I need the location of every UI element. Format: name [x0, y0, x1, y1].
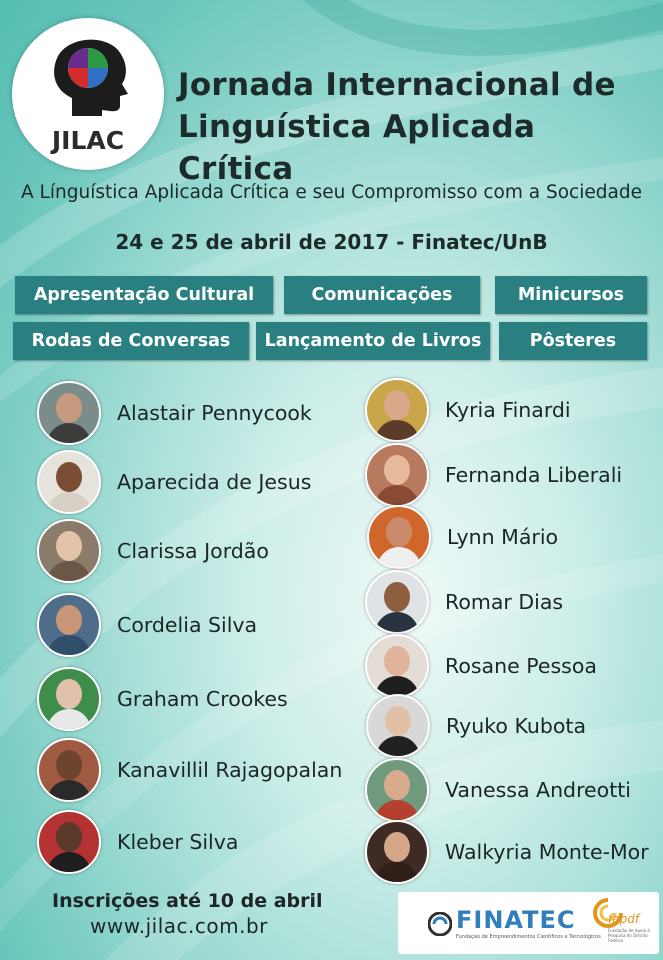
event-date: 24 e 25 de abril de 2017 - Finatec/UnB [115, 230, 548, 254]
speaker-fernanda-liberali [365, 443, 622, 507]
speaker-name: Walkyria Monte-Mor [445, 840, 649, 864]
title-line-2: Linguística Aplicada Crítica [178, 109, 536, 187]
speaker-name: Alastair Pennycook [117, 401, 312, 425]
speaker-clarissa-jordao [37, 519, 269, 583]
speaker-name: Graham Crookes [117, 687, 288, 711]
finatec-logo-icon [428, 912, 452, 936]
title-line-1: Jornada Internacional de [178, 67, 616, 103]
speaker-romar-dias [365, 570, 563, 634]
avatar [365, 758, 429, 822]
tag-comunicacoes: Comunicações [284, 276, 480, 314]
speaker-kyria-finardi [365, 378, 571, 442]
avatar [37, 738, 101, 802]
avatar [37, 450, 101, 514]
tag-posteres: Pôsteres [499, 322, 647, 360]
avatar [37, 667, 101, 731]
speaker-name: Kanavillil Rajagopalan [117, 758, 343, 782]
tag-apresentacao-cultural: Apresentação Cultural [15, 276, 273, 314]
speaker-walkyria-monte-mor [365, 820, 649, 884]
speaker-name: Kyria Finardi [445, 398, 571, 422]
avatar [37, 810, 101, 874]
speaker-kanavillil-rajagopalan [37, 738, 342, 802]
speaker-name: Ryuko Kubota [446, 714, 587, 738]
speaker-name: Clarissa Jordão [117, 539, 269, 563]
sponsor-logos [398, 892, 659, 954]
subtitle: A Línguística Aplicada Crítica e seu Compromisso com a Sociedade [21, 182, 642, 203]
website-url[interactable]: www.jilac.com.br [90, 914, 268, 938]
tag-lancamento-de-livros: Lançamento de Livros [256, 322, 490, 360]
speaker-name: Rosane Pessoa [445, 654, 597, 678]
speaker-name: Vanessa Andreotti [445, 778, 631, 802]
speaker-kleber-silva [37, 810, 238, 874]
head-profile-icon [44, 32, 134, 122]
avatar [37, 593, 101, 657]
avatar [37, 519, 101, 583]
speaker-cordelia-silva [37, 593, 257, 657]
tag-rodas-de-conversas: Rodas de Conversas [13, 322, 249, 360]
fapdf-logo-text: fapdf [608, 912, 640, 926]
speaker-name: Aparecida de Jesus [117, 470, 312, 494]
avatar [37, 381, 101, 445]
speaker-name: Fernanda Liberali [445, 463, 623, 487]
speaker-name: Cordelia Silva [117, 613, 258, 637]
speaker-alastair-pennycook [37, 381, 312, 445]
avatar [365, 378, 429, 442]
avatar [367, 505, 431, 569]
speaker-aparecida-de-jesus [37, 450, 311, 514]
jilac-logo [12, 18, 164, 170]
avatar [366, 694, 430, 758]
speaker-graham-crookes [37, 667, 288, 731]
avatar [365, 820, 429, 884]
speaker-name: Kleber Silva [117, 830, 239, 854]
speaker-ryuko-kubota [366, 694, 586, 758]
registration-deadline: Inscrições até 10 de abril [52, 890, 323, 912]
avatar [365, 634, 429, 698]
finatec-logo-text: FINATEC [456, 906, 576, 934]
speaker-lynn-mario [367, 505, 558, 569]
avatar [365, 443, 429, 507]
logo-text: JILAC [51, 126, 125, 155]
finatec-subtitle: Fundação de Empreendimentos Científicos e Tecnológicos [456, 934, 601, 940]
avatar [365, 570, 429, 634]
speaker-name: Romar Dias [445, 590, 564, 614]
speaker-vanessa-andreotti [365, 758, 631, 822]
fapdf-subtitle: Fundação de Apoio à Pesquisa do Distrito Federal [608, 928, 650, 943]
speaker-name: Lynn Mário [447, 525, 559, 549]
tag-minicursos: Minicursos [495, 276, 647, 314]
speaker-rosane-pessoa [365, 634, 597, 698]
page-title [178, 64, 648, 190]
